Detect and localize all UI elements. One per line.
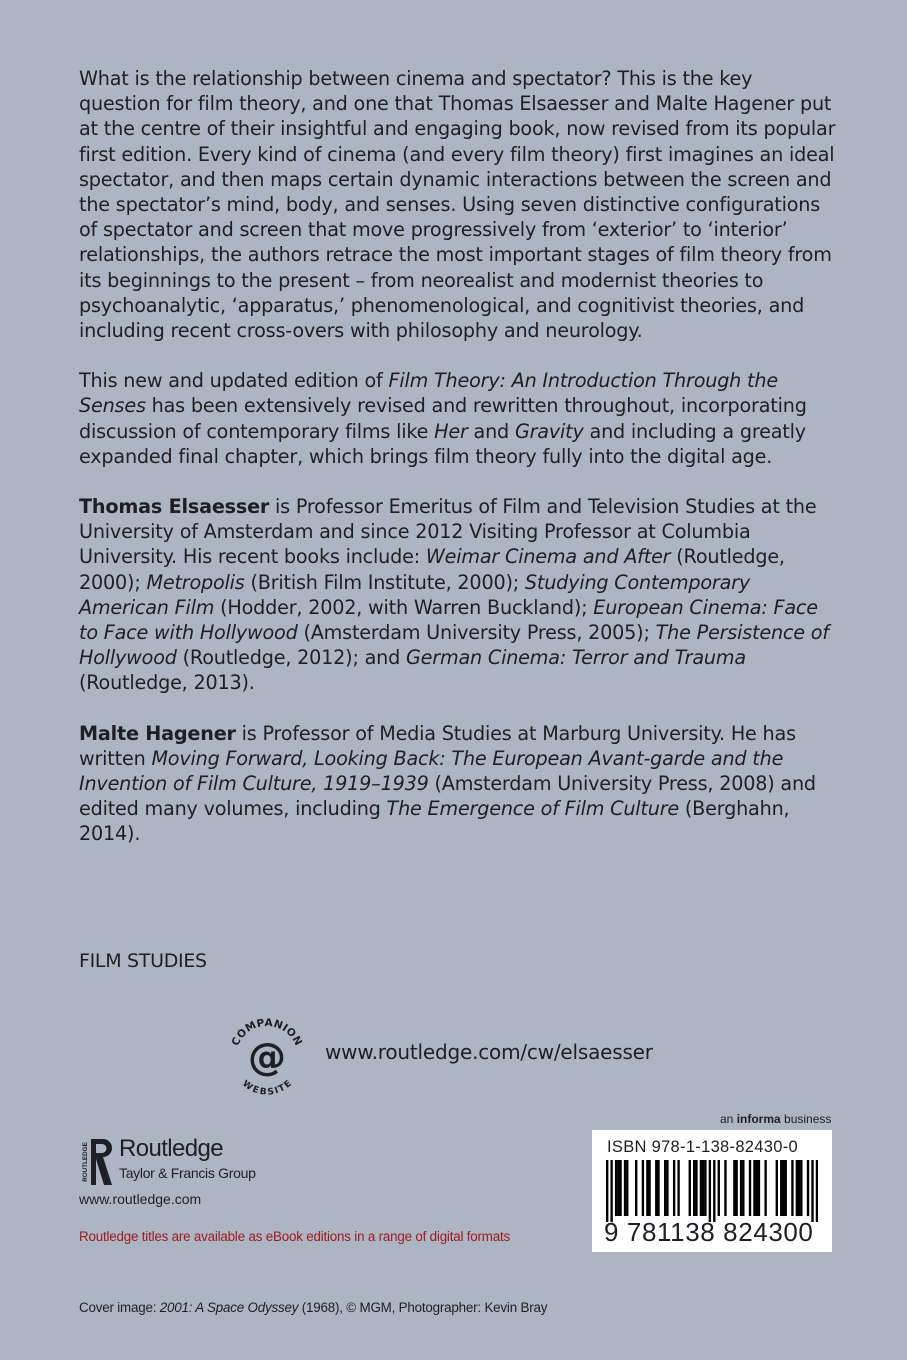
svg-text:WEBSITE <box>240 1079 294 1096</box>
barcode-bar <box>648 1160 650 1216</box>
barcode-bar <box>753 1160 755 1216</box>
text-run: (Hodder, 2002, with Warren Buckland); <box>214 595 594 619</box>
at-sign-icon: @ <box>248 1035 286 1079</box>
ean-digits: 9 781138 824300 <box>604 1217 814 1247</box>
barcode-bar <box>749 1160 751 1216</box>
barcode-bar <box>626 1160 628 1216</box>
text-run: Film Theory: An Introduction Through the Senses <box>79 369 778 418</box>
text-run: Thomas Elsaesser <box>79 495 270 519</box>
informa-tagline <box>720 1112 831 1126</box>
text-run: Moving Forward, Looking Back: The European Avant-garde and the Invention of Film Culture, 1919–1939 <box>79 746 784 796</box>
companion-website-link[interactable]: www.routledge.com/cw/elsaesser <box>325 1040 653 1064</box>
author-bio-hagener <box>79 721 839 847</box>
text-run: is Professor of Media Studies at Marburg University. He has written <box>79 721 796 770</box>
text-run: Gravity <box>514 419 584 443</box>
text-run: Her <box>434 419 468 443</box>
text-run: (Routledge, 2012); and <box>176 646 407 670</box>
back-cover-blurb <box>79 66 839 872</box>
text-run: Weimar Cinema and After <box>425 545 671 569</box>
publisher-group: Taylor & Francis Group <box>119 1165 256 1181</box>
text-run: (Amsterdam University Press, 2008) and edited many volumes, including <box>79 772 816 821</box>
companion-badge-top-text: COMPANION <box>229 1018 305 1048</box>
barcode-bar <box>693 1160 695 1216</box>
text-run: Malte Hagener <box>79 721 236 745</box>
barcode-bar <box>657 1160 659 1216</box>
text-run: Studying Contemporary American Film <box>79 570 751 619</box>
text-run: (1968), © MGM, Photographer: Kevin Bray <box>298 1300 548 1315</box>
blurb-paragraph-1: What is the relationship between cinema and spectator? This is the key question for film theory, and one that Thomas Elsaesser and Malte Hagener put at the centre of their insightful and engaging book, now revised from its popular first edition. Every kind of cinema (and every film theory) first imagines an ideal spectator, and then maps certain dynamic interactions between the screen and the spectator’s mind, body, and senses. Using seven distinctive configurations of spectator and screen that move progressively from ‘exterior’ to ‘interior’ relationships, the authors retrace the most important stages of film theory from its beginnings to the present – from neorealist and modernist theories to psychoanalytic, ‘apparatus,’ phenomenological, and cognitivist theories, and including recent cross-overs with philosophy and neurology. <box>79 67 836 343</box>
barcode-bar <box>642 1160 644 1216</box>
barcode-bar <box>807 1160 809 1216</box>
barcode-bar <box>740 1160 742 1216</box>
barcode-bar <box>742 1160 744 1216</box>
barcode-bar <box>713 1160 715 1222</box>
text-run: (Routledge, 2000); <box>79 545 785 594</box>
barcode-bar <box>695 1160 697 1216</box>
barcode-bar <box>735 1160 737 1216</box>
barcode-bar <box>816 1160 818 1222</box>
barcode-bar <box>666 1160 668 1216</box>
barcode-bar <box>615 1160 617 1216</box>
companion-badge-bottom-text: WEBSITE <box>240 1078 295 1096</box>
text-run: The Persistence of Hollywood <box>79 621 829 670</box>
informa-post: business <box>780 1112 832 1126</box>
text-run: (Routledge, 2013). <box>79 671 255 695</box>
barcode-bar <box>798 1160 800 1216</box>
barcode-bar <box>619 1160 621 1216</box>
text-run: and <box>467 419 515 443</box>
barcode-bar <box>796 1160 798 1216</box>
barcode-bar <box>780 1160 782 1216</box>
text-run: is Professor Emeritus of Film and Television Studies at the University of Amsterdam and since 2012 Visiting Professor at Columbia University. His recent books include: <box>79 495 817 569</box>
author-bio-elsaesser <box>79 494 839 696</box>
barcode-bar <box>646 1160 648 1216</box>
barcode-bar <box>709 1160 711 1222</box>
text-run: (Amsterdam University Press, 2005); <box>297 621 656 645</box>
barcode-bar <box>718 1160 720 1216</box>
routledge-vertical-text: ROUTLEDGE <box>82 1142 89 1182</box>
barcode-bar <box>673 1160 675 1216</box>
barcode-bar <box>785 1160 787 1216</box>
text-run: has been extensively revised and rewritten throughout, incorporating discussion of contemporary films like <box>79 394 807 443</box>
text-run: The Emergence of Film Culture <box>386 797 679 821</box>
barcode-bar <box>764 1160 766 1216</box>
barcode-bar <box>733 1160 735 1216</box>
barcode-bar <box>624 1160 626 1216</box>
text-run: This new and updated edition of <box>79 369 389 393</box>
barcode-bar <box>800 1160 802 1216</box>
barcode-bar <box>724 1160 726 1216</box>
barcode-bar <box>617 1160 619 1216</box>
barcode-bar <box>635 1160 637 1216</box>
publisher-website-link[interactable]: www.routledge.com <box>79 1191 202 1207</box>
barcode-bar <box>610 1160 612 1222</box>
informa-pre: an <box>720 1112 737 1126</box>
barcode-bar <box>689 1160 691 1216</box>
text-run: European Cinema: Face to Face with Hollywood <box>79 595 818 645</box>
isbn-label: ISBN 978-1-138-82430-0 <box>607 1138 798 1156</box>
barcode-bar <box>811 1160 813 1222</box>
barcode-bars <box>606 1160 818 1222</box>
barcode-bar <box>791 1160 793 1216</box>
text-run: German Cinema: Terror and Trauma <box>406 646 746 670</box>
subject-category: FILM STUDIES <box>79 950 207 972</box>
barcode-bar <box>776 1160 778 1216</box>
barcode-bar <box>664 1160 666 1216</box>
barcode-bar <box>700 1160 702 1216</box>
ebook-availability-note: Routledge titles are available as eBook editions in a range of digital formats <box>79 1229 511 1244</box>
companion-website-badge <box>228 1018 306 1096</box>
informa-brand: informa <box>736 1112 781 1126</box>
barcode-bar <box>756 1160 758 1216</box>
text-run: (Berghahn, 2014). <box>79 797 790 846</box>
routledge-logo <box>119 1136 256 1181</box>
barcode-bar <box>655 1160 657 1216</box>
cover-image-credit <box>79 1300 547 1315</box>
text-run: (British Film Institute, 2000); <box>244 570 525 594</box>
barcode-bar <box>704 1160 706 1216</box>
barcode-bar <box>606 1160 608 1222</box>
routledge-logo-mark <box>79 1135 113 1189</box>
barcode-bar <box>702 1160 704 1216</box>
blurb-paragraph-2 <box>79 368 839 469</box>
barcode-bar <box>758 1160 760 1216</box>
text-run: Metropolis <box>146 570 245 594</box>
barcode-bar <box>782 1160 784 1216</box>
isbn-barcode <box>592 1130 832 1252</box>
text-run: Cover image: <box>79 1300 160 1315</box>
text-run: and including a greatly expanded final chapter, which brings film theory fully into the digital age. <box>79 419 806 468</box>
publisher-name: Routledge <box>119 1135 224 1162</box>
text-run: 2001: A Space Odyssey <box>159 1300 299 1315</box>
barcode-bar <box>677 1160 679 1216</box>
